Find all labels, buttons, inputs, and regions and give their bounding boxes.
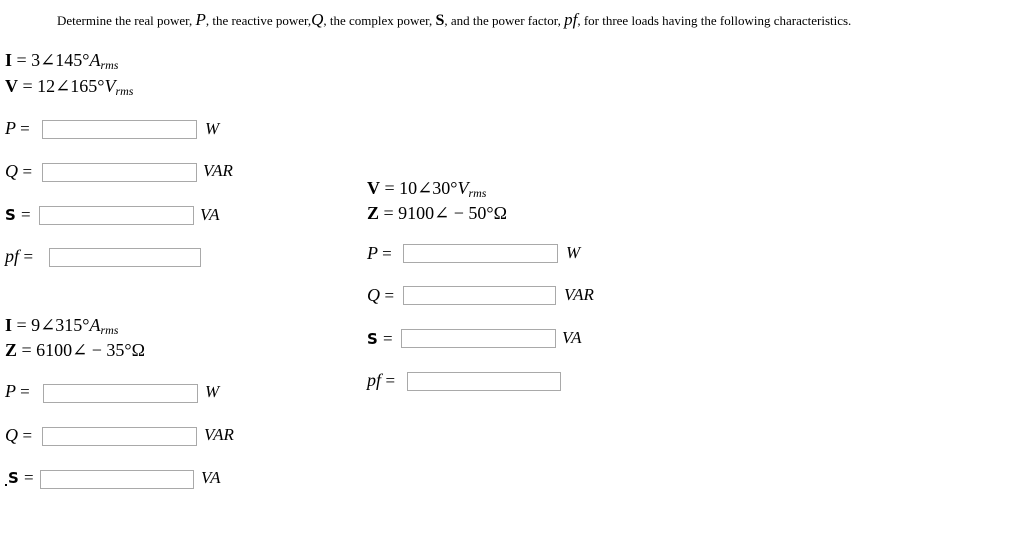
load3-s-input[interactable] bbox=[401, 329, 556, 348]
equals-sign: = bbox=[23, 247, 34, 266]
load3-q-unit: VAR bbox=[564, 285, 594, 304]
load3-p-unit: W bbox=[566, 243, 581, 262]
load1-s-label bbox=[5, 205, 31, 225]
intro-text-4: , and the power factor, bbox=[444, 13, 565, 28]
load2-s-label bbox=[8, 468, 34, 488]
load3-voltage bbox=[367, 178, 486, 201]
voltage-symbol: V bbox=[367, 178, 380, 198]
load3-q-input[interactable] bbox=[403, 286, 556, 305]
impedance-value: = 9100∠ − 50°Ω bbox=[379, 203, 507, 223]
current-unit: A bbox=[89, 50, 101, 70]
s-symbol: S bbox=[8, 469, 19, 487]
s-symbol: S bbox=[367, 330, 378, 348]
voltage-value: = 12∠165° bbox=[18, 76, 105, 96]
equals-sign: = bbox=[20, 382, 30, 401]
p-symbol: P bbox=[5, 381, 16, 401]
intro-text-5: , for three loads having the following characteristics. bbox=[577, 13, 852, 28]
load1-s-unit: VA bbox=[200, 205, 220, 224]
current-unit-sub: rms bbox=[100, 323, 119, 337]
current-unit-sub: rms bbox=[100, 58, 119, 72]
load1-pf-input[interactable] bbox=[49, 248, 201, 267]
impedance-symbol: Z bbox=[5, 340, 18, 360]
load2-current bbox=[5, 315, 118, 338]
load1-p-unit: W bbox=[205, 119, 220, 138]
load3-impedance bbox=[367, 203, 507, 224]
voltage-unit: V bbox=[457, 178, 469, 198]
load1-q-unit: VAR bbox=[203, 161, 233, 180]
p-symbol: P bbox=[367, 243, 378, 263]
load1-p-input[interactable] bbox=[42, 120, 197, 139]
load2-q-unit: VAR bbox=[204, 425, 234, 444]
load2-p-input[interactable] bbox=[43, 384, 198, 403]
load2-p-unit: W bbox=[205, 382, 220, 401]
current-unit: A bbox=[89, 315, 101, 335]
intro-pf-symbol: pf bbox=[564, 10, 578, 29]
load3-q-label bbox=[367, 285, 394, 306]
voltage-unit: V bbox=[104, 76, 116, 96]
intro-q-symbol: Q bbox=[311, 10, 324, 29]
impedance-value: = 6100∠ − 35°Ω bbox=[17, 340, 145, 360]
pf-symbol: pf bbox=[367, 370, 382, 390]
load1-s-input[interactable] bbox=[39, 206, 194, 225]
load2-s-input[interactable] bbox=[40, 470, 194, 489]
load1-q-input[interactable] bbox=[42, 163, 197, 182]
load3-pf-input[interactable] bbox=[407, 372, 561, 391]
load2-p-label bbox=[5, 381, 30, 402]
load1-current bbox=[5, 50, 118, 73]
load2-s-unit: VA bbox=[201, 468, 221, 487]
current-value: = 9∠315° bbox=[12, 315, 90, 335]
voltage-value: = 10∠30° bbox=[380, 178, 458, 198]
equals-sign: = bbox=[21, 205, 31, 224]
load3-s-unit: VA bbox=[562, 328, 582, 347]
equals-sign: = bbox=[22, 426, 33, 445]
equals-sign: = bbox=[385, 371, 396, 390]
impedance-symbol: Z bbox=[367, 203, 380, 223]
load3-p-label bbox=[367, 243, 392, 264]
pf-symbol: pf bbox=[5, 246, 20, 266]
load2-q-label bbox=[5, 425, 32, 446]
equals-sign: = bbox=[22, 162, 33, 181]
equals-sign: = bbox=[383, 329, 393, 348]
load1-q-label bbox=[5, 161, 32, 182]
equals-sign: = bbox=[24, 468, 34, 487]
p-symbol: P bbox=[5, 118, 16, 138]
voltage-unit-sub: rms bbox=[468, 186, 487, 200]
q-symbol: Q bbox=[367, 285, 380, 305]
intro-p-symbol: P bbox=[195, 10, 206, 29]
load3-p-input[interactable] bbox=[403, 244, 558, 263]
load2-q-input[interactable] bbox=[42, 427, 197, 446]
load1-pf-label bbox=[5, 246, 33, 267]
load1-voltage bbox=[5, 76, 133, 99]
voltage-unit-sub: rms bbox=[115, 84, 134, 98]
voltage-symbol: V bbox=[5, 76, 18, 96]
equals-sign: = bbox=[382, 244, 392, 263]
q-symbol: Q bbox=[5, 425, 18, 445]
load3-s-label bbox=[367, 329, 393, 349]
q-symbol: Q bbox=[5, 161, 18, 181]
intro-text-1: Determine the real power, bbox=[57, 13, 196, 28]
problem-statement bbox=[57, 10, 851, 30]
load2-impedance bbox=[5, 340, 145, 361]
current-symbol: I bbox=[5, 50, 13, 70]
intro-text-2: , the reactive power, bbox=[205, 13, 312, 28]
equals-sign: = bbox=[384, 286, 395, 305]
load1-p-label bbox=[5, 118, 30, 139]
load3-pf-label bbox=[367, 370, 395, 391]
s-symbol: S bbox=[5, 206, 16, 224]
stray-mark bbox=[5, 484, 7, 486]
current-value: = 3∠145° bbox=[12, 50, 90, 70]
intro-text-3: , the complex power, bbox=[323, 13, 436, 28]
current-symbol: I bbox=[5, 315, 13, 335]
equals-sign: = bbox=[20, 119, 30, 138]
intro-s-symbol: S bbox=[435, 12, 445, 29]
